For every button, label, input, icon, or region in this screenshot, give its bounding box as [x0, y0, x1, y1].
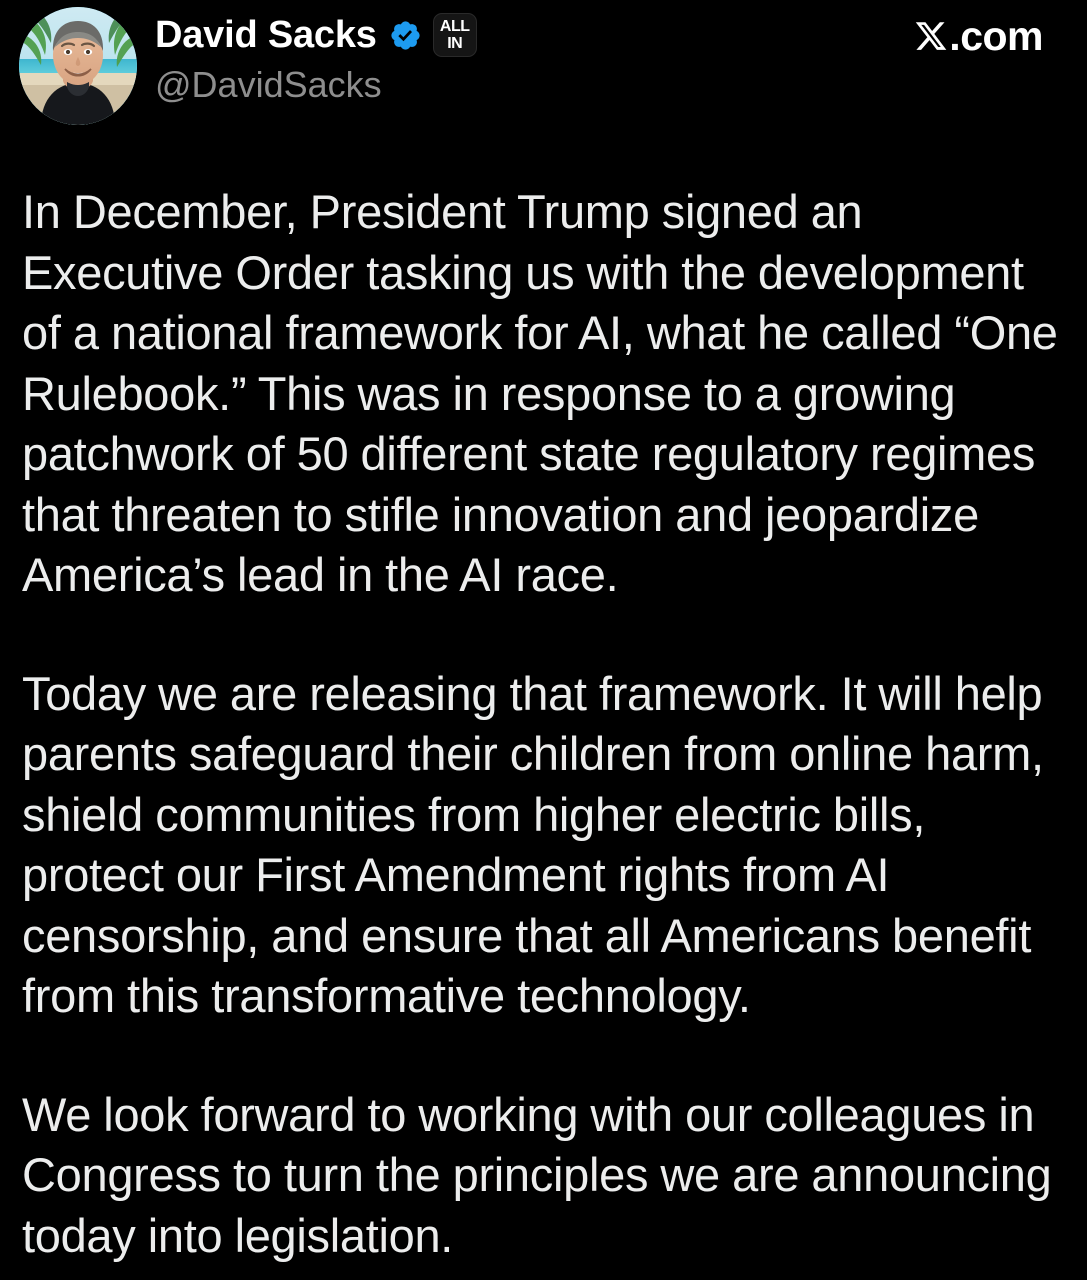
xcom-brand [914, 8, 1043, 64]
tweet-text-body [22, 182, 1070, 1266]
verified-badge-icon [389, 19, 422, 52]
profile-avatar-photo [19, 7, 137, 125]
avatar[interactable] [19, 7, 137, 125]
affiliate-badge-all-in[interactable] [433, 13, 477, 57]
author-handle[interactable]: @DavidSacks [155, 64, 382, 105]
tweet-paragraph-2: Today we are releasing that framework. It will help parents safeguard their children from online harm, shield communities from higher electric bills, protect our First Amendment rights from AI censorship, and ensure that all Americans benefit from this transformative technology. [22, 666, 1044, 1022]
affiliate-badge-line1: ALL [439, 17, 470, 35]
tweet-paragraph-3: We look forward to working with our colleagues in Congress to turn the principles we are announcing today into legislation. [22, 1087, 1052, 1262]
tweet-paragraph-1: In December, President Trump signed an Executive Order tasking us with the development of a national framework for AI, what he called “One Rulebook.” This was in response to a growing patchwork of 50 different state regulatory regimes that threaten to stifle innovation and jeopardize America’s lead in the AI race. [22, 185, 1058, 601]
affiliate-badge-line2: IN [447, 34, 463, 52]
xcom-brand-text: .com [949, 12, 1043, 59]
x-logo-icon [914, 19, 948, 53]
tweet-header [0, 0, 1087, 135]
author-identity [155, 10, 675, 108]
display-name-row [155, 10, 675, 60]
display-name[interactable]: David Sacks [155, 14, 377, 56]
